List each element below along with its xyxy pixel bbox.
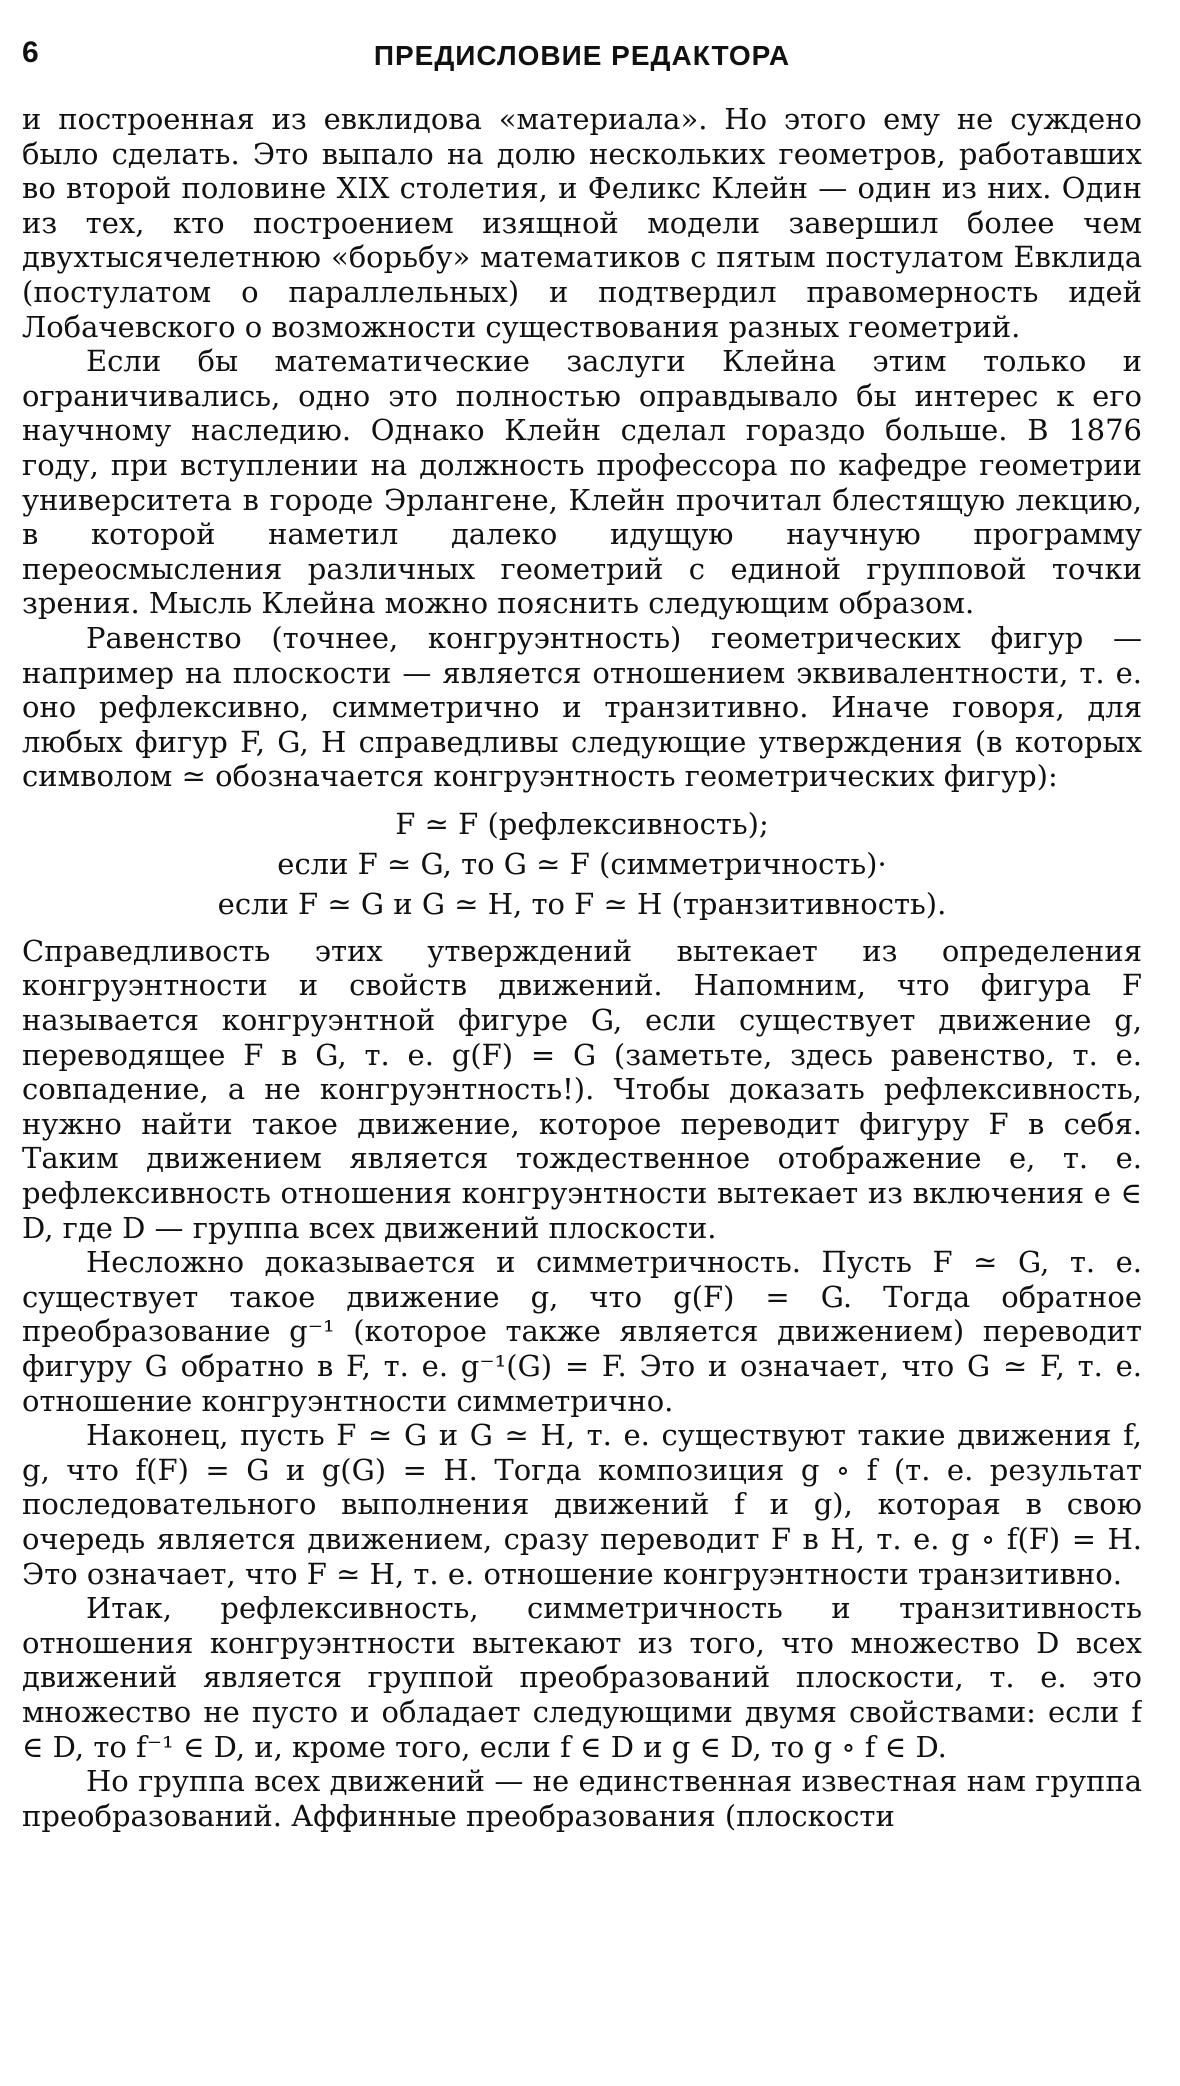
paragraph-7: Итак, рефлексивность, симметричность и транзитивность отношения конгруэнтности вытекают из того, что множество D всех движений является группой преобразований плоскости, т. е. это множество не пусто и обладает следующими двумя свойствами: если f ∈ D, то f⁻¹ ∈ D, и, кроме того, если f ∈ D и g ∈ D, то g ∘ f ∈ D. [22,1591,1142,1764]
paragraph-6: Наконец, пусть F ≃ G и G ≃ H, т. е. существуют такие движения f, g, что f(F) = G и g(G) = H. Тогда композиция g ∘ f (т. е. результат последовательного выполнения движений f и g), которая в свою очередь является движением, сразу переводит F в H, т. е. g ∘ f(F) = H. Это означает, что F ≃ H, т. е. отношение конгруэнтности транзитивно. [22,1418,1142,1591]
formula-block [22,804,1142,924]
book-page [22,36,1142,2066]
formula-reflexivity: F ≃ F (рефлексивность); [395,806,769,841]
formula-transitivity: если F ≃ G и G ≃ H, то F ≃ H (транзитивность). [217,886,947,921]
paragraph-2: Если бы математические заслуги Клейна этим только и ограничивались, одно это полностью оправдывало бы интерес к его научному наследию. Однако Клейн сделал гораздо больше. В 1876 году, при вступлении на должность профессора по кафедре геометрии университета в городе Эрлангене, Клейн прочитал блестящую лекцию, в которой наметил далеко идущую научную программу переосмысления различных геометрий с единой групповой точки зрения. Мысль Клейна можно пояснить следующим образом. [22,344,1142,621]
paragraph-1: и построенная из евклидова «материала». Но этого ему не суждено было сделать. Это выпало на долю нескольких геометров, работавших во второй половине XIX столетия, и Феликс Клейн — один из них. Один из тех, кто построением изящной модели завершил более чем двухтысячелетнюю «борьбу» математиков с пятым постулатом Евклида (постулатом о параллельных) и подтвердил правомерность идей Лобачевского о возможности существования разных геометрий. [22,102,1142,344]
page-number: 6 [22,36,40,69]
formula-symmetry: если F ≃ G, то G ≃ F (симметричность)· [277,846,887,881]
paragraph-3: Равенство (точнее, конгруэнтность) геометрических фигур — например на плоскости — является отношением эквивалентности, т. е. оно рефлексивно, симметрично и транзитивно. Иначе говоря, для любых фигур F, G, H справедливы следующие утверждения (в которых символом ≃ обозначается конгруэнтность геометрических фигур): [22,620,1142,794]
paragraph-8: Но группа всех движений — не единственная известная нам группа преобразований. Аффинные преобразования (плоскости [22,1764,1142,1833]
paragraph-4: Справедливость этих утверждений вытекает из определения конгруэнтности и свойств движений. Напомним, что фигура F называется конгруэнтной фигуре G, если существует движение g, переводящее F в G, т. е. g(F) = G (заметьте, здесь равенство, т. е. совпадение, а не конгруэнтность!). Чтобы доказать рефлексивность, нужно найти такое движение, которое переводит фигуру F в себя. Таким движением является тождественное отображение e, т. е. рефлексивность отношения конгруэнтности вытекает из включения e ∈ D, где D — группа всех движений плоскости. [22,933,1142,1245]
running-title: ПРЕДИСЛОВИЕ РЕДАКТОРА [373,40,791,71]
paragraph-5: Несложно доказывается и симметричность. Пусть F ≃ G, т. е. существует такое движение g, что g(F) = G. Тогда обратное преобразование g⁻¹ (которое также является движением) переводит фигуру G обратно в F, т. е. g⁻¹(G) = F. Это и означает, что G ≃ F, т. е. отношение конгруэнтности симметрично. [22,1245,1142,1418]
page-body [22,102,1142,1833]
page-header [22,36,1142,84]
